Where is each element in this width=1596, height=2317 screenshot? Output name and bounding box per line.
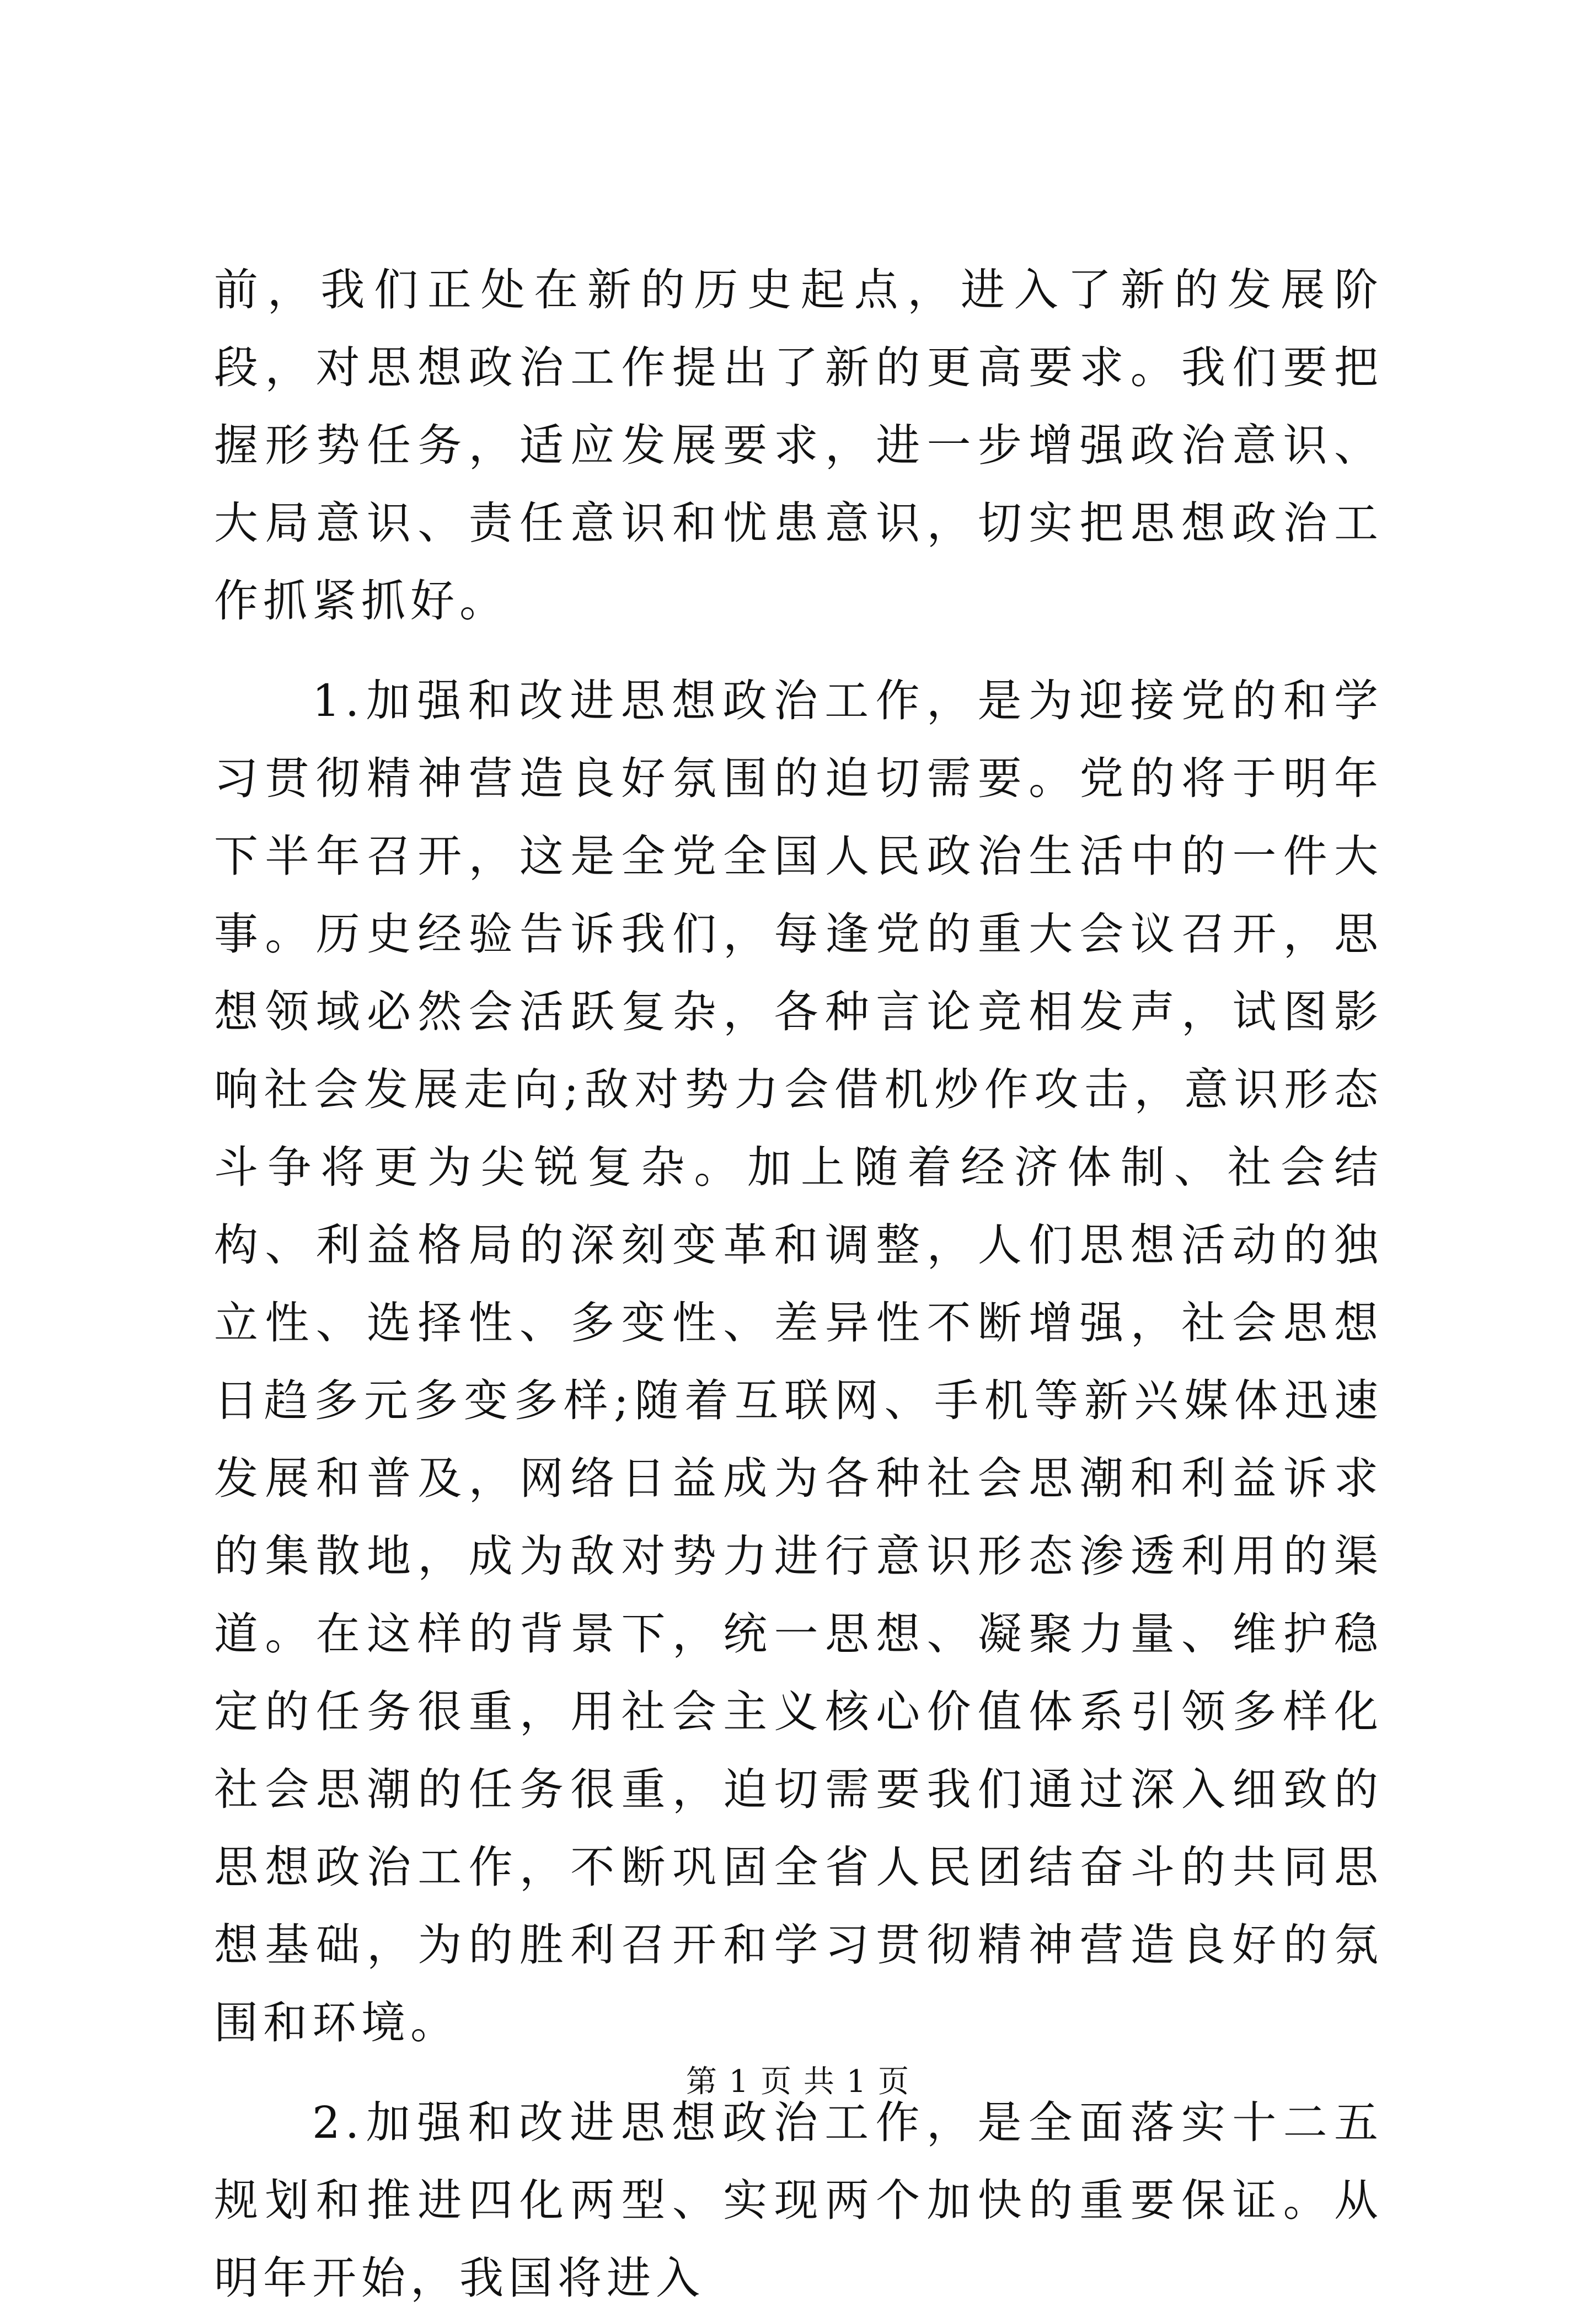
- page-number-footer: 第 1 页 共 1 页: [685, 2064, 911, 2100]
- paragraph-point-2: 2.加强和改进思想政治工作，是全面落实十二五规划和推进四化两型、实现两个加快的重要保证。从明年开始，我国将进入: [214, 2097, 1383, 2304]
- document-body: [214, 251, 1383, 2317]
- paragraph-continuation: 前，我们正处在新的历史起点，进入了新的发展阶段，对思想政治工作提出了新的更高要求。我们要把握形势任务，适应发展要求，进一步增强政治意识、大局意识、责任意识和忧患意识，切实把思想政治工作抓紧抓好。: [214, 264, 1383, 627]
- paragraph-point-1: 1.加强和改进思想政治工作，是为迎接党的和学习贯彻精神营造良好氛围的迫切需要。党的将于明年下半年召开，这是全党全国人民政治生活中的一件大事。历史经验告诉我们，每逢党的重大会议召开，思想领域必然会活跃复杂，各种言论竞相发声，试图影响社会发展走向;敌对势力会借机炒作攻击，意识形态斗争将更为尖锐复杂。加上随着经济体制、社会结构、利益格局的深刻变革和调整，人们思想活动的独立性、选择性、多变性、差异性不断增强，社会思想日趋多元多变多样;随着互联网、手机等新兴媒体迅速发展和普及，网络日益成为各种社会思潮和利益诉求的集散地，成为敌对势力进行意识形态渗透利用的渠道。在这样的背景下，统一思想、凝聚力量、维护稳定的任务很重，用社会主义核心价值体系引领多样化社会思潮的任务很重，迫切需要我们通过深入细致的思想政治工作，不断巩固全省人民团结奋斗的共同思想基础，为的胜利召开和学习贯彻精神营造良好的氛围和环境。: [214, 675, 1383, 2048]
